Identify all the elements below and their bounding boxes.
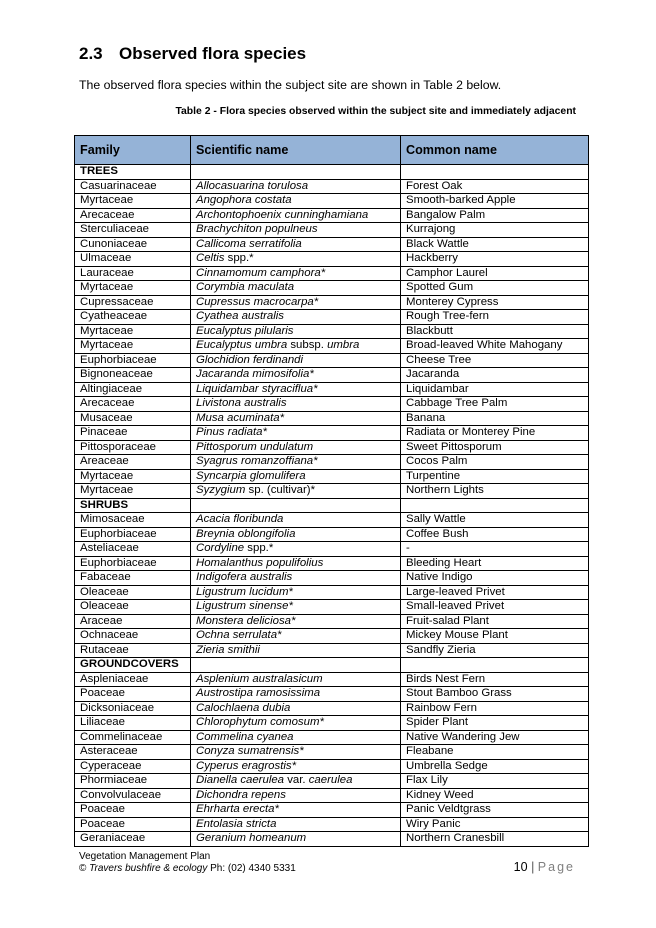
scientific-name-cell — [191, 803, 401, 818]
scientific-name-part: Entolasia stricta — [196, 817, 277, 830]
table-row — [75, 687, 589, 702]
common-name-cell: Rainbow Fern — [401, 701, 589, 716]
common-name-cell: Wiry Panic — [401, 817, 589, 832]
scientific-name-part: Angophora costata — [196, 194, 292, 206]
table-row — [75, 252, 589, 267]
scientific-name-cell — [191, 585, 401, 600]
section-title: Observed flora species — [119, 44, 307, 63]
table-row — [75, 223, 589, 238]
table-row — [75, 295, 589, 310]
table-row — [75, 382, 589, 397]
table-row — [75, 832, 589, 847]
family-cell: Euphorbiaceae — [75, 527, 191, 542]
common-name-cell: Fruit-salad Plant — [401, 614, 589, 629]
scientific-name-part: Glochidion ferdinandi — [196, 353, 304, 366]
page-number: 10 — [513, 860, 528, 874]
scientific-name-part: Homalanthus populifolius — [196, 556, 324, 569]
scientific-name-cell — [191, 295, 401, 310]
family-cell: Musaceae — [75, 411, 191, 426]
footer-company: Travers bushfire & ecology — [89, 863, 208, 874]
family-cell: Euphorbiaceae — [75, 353, 191, 368]
scientific-name-part: Cupressus macrocarpa* — [196, 295, 319, 308]
common-name-cell: Liquidambar — [401, 382, 589, 397]
scientific-name-part: umbra — [327, 339, 360, 351]
family-cell: Aspleniaceae — [75, 672, 191, 687]
scientific-name-part: Callicoma serratifolia — [196, 237, 302, 250]
scientific-name-part: Musa acuminata* — [196, 411, 285, 424]
family-cell: Poaceae — [75, 803, 191, 818]
intro-paragraph: The observed flora species within the subject site are shown in Table 2 below. — [79, 78, 502, 92]
table-row — [75, 194, 589, 209]
scientific-name-part: Ehrharta erecta* — [196, 803, 279, 815]
common-name-cell: Turpentine — [401, 469, 589, 484]
table-row — [75, 353, 589, 368]
scientific-name-cell — [191, 643, 401, 658]
family-cell: Oleaceae — [75, 585, 191, 600]
table-row — [75, 716, 589, 731]
scientific-name-part: Monstera deliciosa* — [196, 614, 296, 627]
scientific-name-part: Eucalyptus umbra — [196, 339, 288, 351]
common-name-cell: Black Wattle — [401, 237, 589, 252]
scientific-name-cell — [191, 484, 401, 499]
section-row — [75, 658, 589, 673]
table-row — [75, 368, 589, 383]
family-cell: Pinaceae — [75, 426, 191, 441]
scientific-name-part: Geranium homeanum — [196, 832, 307, 844]
page-label: Page — [537, 860, 575, 874]
scientific-name-cell — [191, 600, 401, 615]
table-row — [75, 484, 589, 499]
table-row — [75, 585, 589, 600]
common-name-cell: Native Indigo — [401, 571, 589, 586]
scientific-name-part: Brachychiton populneus — [196, 223, 318, 235]
family-cell: Rutaceae — [75, 643, 191, 658]
footer-document-title: Vegetation Management Plan — [79, 851, 211, 862]
scientific-name-cell — [191, 556, 401, 571]
scientific-name-part: Syagrus romanzoffiana* — [196, 455, 318, 467]
common-name-cell: Sandfly Zieria — [401, 643, 589, 658]
scientific-name-part: Celtis — [196, 252, 225, 264]
table-row — [75, 266, 589, 281]
common-name-cell: Northern Cranesbill — [401, 832, 589, 847]
common-name-cell: Birds Nest Fern — [401, 672, 589, 687]
scientific-name-cell — [191, 223, 401, 238]
scientific-name-part: Asplenium australasicum — [196, 672, 323, 685]
page-separator: | — [531, 860, 535, 874]
common-name-cell: Flax Lily — [401, 774, 589, 789]
family-cell: Asteliaceae — [75, 542, 191, 557]
scientific-name-cell — [191, 730, 401, 745]
table-row — [75, 730, 589, 745]
family-cell: Sterculiaceae — [75, 223, 191, 238]
common-name-cell: Smooth-barked Apple — [401, 194, 589, 209]
table-row — [75, 629, 589, 644]
table-row — [75, 817, 589, 832]
common-name-cell: Small-leaved Privet — [401, 600, 589, 615]
family-cell: Cyatheaceae — [75, 310, 191, 325]
scientific-name-part: Cinnamomum camphora* — [196, 266, 326, 279]
family-cell: Casuarinaceae — [75, 179, 191, 194]
scientific-name-part: Dichondra repens — [196, 788, 286, 801]
scientific-name-part: Livistona australis — [196, 397, 287, 409]
scientific-name-cell — [191, 832, 401, 847]
family-cell: Cunoniaceae — [75, 237, 191, 252]
scientific-name-part: caerulea — [308, 774, 353, 786]
empty-cell — [191, 165, 401, 180]
table-row — [75, 556, 589, 571]
common-name-cell: Fleabane — [401, 745, 589, 760]
common-name-cell: Cabbage Tree Palm — [401, 397, 589, 412]
common-name-cell: Sally Wattle — [401, 513, 589, 528]
family-cell: Myrtaceae — [75, 484, 191, 499]
common-name-cell: Stout Bamboo Grass — [401, 687, 589, 702]
table-row — [75, 643, 589, 658]
family-cell: Arecaceae — [75, 208, 191, 223]
common-name-cell: Camphor Laurel — [401, 266, 589, 281]
header-common-name: Common name — [401, 136, 589, 165]
scientific-name-cell — [191, 339, 401, 354]
scientific-name-cell — [191, 672, 401, 687]
scientific-name-cell — [191, 542, 401, 557]
common-name-cell: Monterey Cypress — [401, 295, 589, 310]
scientific-name-part: Jacaranda mimosifolia* — [196, 368, 314, 380]
empty-cell — [191, 498, 401, 513]
family-cell: Myrtaceae — [75, 469, 191, 484]
table-row — [75, 788, 589, 803]
scientific-name-cell — [191, 194, 401, 209]
family-cell: Areaceae — [75, 455, 191, 470]
scientific-name-part: Commelina cyanea — [196, 730, 294, 743]
common-name-cell: Panic Veldtgrass — [401, 803, 589, 818]
scientific-name-part: Liquidambar styraciflua* — [196, 382, 318, 395]
scientific-name-cell — [191, 310, 401, 325]
scientific-name-cell — [191, 629, 401, 644]
scientific-name-part: Cyperus eragrostis* — [196, 759, 297, 772]
common-name-cell: Native Wandering Jew — [401, 730, 589, 745]
flora-species-table — [74, 135, 589, 847]
scientific-name-cell — [191, 353, 401, 368]
family-cell: Myrtaceae — [75, 339, 191, 354]
scientific-name-cell — [191, 252, 401, 267]
scientific-name-part: spp.* — [224, 252, 254, 264]
family-cell: Altingiaceae — [75, 382, 191, 397]
scientific-name-part: Pinus radiata* — [196, 426, 267, 438]
table-row — [75, 672, 589, 687]
table-row — [75, 759, 589, 774]
table-row — [75, 701, 589, 716]
family-cell: Myrtaceae — [75, 194, 191, 209]
table-row — [75, 774, 589, 789]
scientific-name-cell — [191, 571, 401, 586]
scientific-name-part: Chlorophytum comosum* — [196, 716, 324, 728]
scientific-name-part: Corymbia maculata — [196, 281, 295, 293]
scientific-name-part: Ligustrum sinense* — [196, 600, 293, 612]
family-cell: Cyperaceae — [75, 759, 191, 774]
table-row — [75, 179, 589, 194]
scientific-name-cell — [191, 397, 401, 412]
scientific-name-part: Syncarpia glomulifera — [196, 469, 306, 482]
common-name-cell: Mickey Mouse Plant — [401, 629, 589, 644]
section-label: GROUNDCOVERS — [75, 658, 191, 673]
table-header-row — [75, 136, 589, 165]
empty-cell — [191, 658, 401, 673]
scientific-name-cell — [191, 324, 401, 339]
family-cell: Dicksoniaceae — [75, 701, 191, 716]
common-name-cell: Rough Tree-fern — [401, 310, 589, 325]
scientific-name-part: Cordyline — [196, 542, 245, 554]
scientific-name-cell — [191, 513, 401, 528]
table-row — [75, 411, 589, 426]
scientific-name-part: var. — [284, 774, 309, 786]
common-name-cell: Large-leaved Privet — [401, 585, 589, 600]
family-cell: Ochnaceae — [75, 629, 191, 644]
family-cell: Lauraceae — [75, 266, 191, 281]
scientific-name-part: Archontophoenix cunninghamiana — [196, 208, 369, 221]
scientific-name-cell — [191, 745, 401, 760]
scientific-name-part: Breynia oblongifolia — [196, 527, 296, 540]
section-row — [75, 165, 589, 180]
family-cell: Poaceae — [75, 687, 191, 702]
scientific-name-cell — [191, 208, 401, 223]
family-cell: Arecaceae — [75, 397, 191, 412]
scientific-name-cell — [191, 701, 401, 716]
family-cell: Myrtaceae — [75, 324, 191, 339]
common-name-cell: Bangalow Palm — [401, 208, 589, 223]
common-name-cell: Cheese Tree — [401, 353, 589, 368]
table-row — [75, 542, 589, 557]
section-number: 2.3 — [79, 44, 103, 63]
table-row — [75, 614, 589, 629]
family-cell: Geraniaceae — [75, 832, 191, 847]
table-row — [75, 397, 589, 412]
table-row — [75, 281, 589, 296]
family-cell: Poaceae — [75, 817, 191, 832]
header-family: Family — [75, 136, 191, 165]
scientific-name-part: Dianella caerulea — [196, 774, 285, 786]
scientific-name-cell — [191, 774, 401, 789]
family-cell: Mimosaceae — [75, 513, 191, 528]
empty-cell — [401, 165, 589, 180]
table-row — [75, 455, 589, 470]
common-name-cell: Banana — [401, 411, 589, 426]
scientific-name-part: subsp. — [287, 339, 328, 351]
scientific-name-cell — [191, 759, 401, 774]
scientific-name-part: Zieria smithii — [196, 643, 260, 656]
family-cell: Phormiaceae — [75, 774, 191, 789]
common-name-cell: Blackbutt — [401, 324, 589, 339]
table-row — [75, 571, 589, 586]
family-cell: Euphorbiaceae — [75, 556, 191, 571]
family-cell: Liliaceae — [75, 716, 191, 731]
scientific-name-part: Conyza sumatrensis* — [196, 745, 304, 757]
table-row — [75, 339, 589, 354]
common-name-cell: Forest Oak — [401, 179, 589, 194]
family-cell: Convolvulaceae — [75, 788, 191, 803]
table-body — [75, 165, 589, 847]
scientific-name-cell — [191, 614, 401, 629]
scientific-name-part: Allocasuarina torulosa — [196, 179, 309, 192]
family-cell: Pittosporaceae — [75, 440, 191, 455]
common-name-cell: Kidney Weed — [401, 788, 589, 803]
table-row — [75, 527, 589, 542]
scientific-name-part: Cyathea australis — [196, 310, 285, 322]
family-cell: Commelinaceae — [75, 730, 191, 745]
family-cell: Myrtaceae — [75, 281, 191, 296]
common-name-cell: Spider Plant — [401, 716, 589, 731]
scientific-name-part: Ligustrum lucidum* — [196, 585, 293, 598]
table-row — [75, 600, 589, 615]
scientific-name-cell — [191, 527, 401, 542]
footer-copyright — [79, 863, 296, 874]
common-name-cell: Cocos Palm — [401, 455, 589, 470]
footer-phone: Ph: (02) 4340 5331 — [207, 863, 296, 874]
common-name-cell: Kurrajong — [401, 223, 589, 238]
copyright-symbol: © — [79, 863, 87, 874]
common-name-cell: Broad-leaved White Mahogany — [401, 339, 589, 354]
scientific-name-part: Calochlaena dubia — [196, 701, 291, 714]
empty-cell — [401, 498, 589, 513]
family-cell: Cupressaceae — [75, 295, 191, 310]
scientific-name-part: Syzygium — [196, 484, 246, 496]
page-number-block — [514, 860, 575, 874]
scientific-name-cell — [191, 382, 401, 397]
scientific-name-cell — [191, 426, 401, 441]
scientific-name-part: Acacia floribunda — [196, 513, 284, 525]
scientific-name-part: spp.* — [244, 542, 274, 554]
common-name-cell: Hackberry — [401, 252, 589, 267]
table-row — [75, 237, 589, 252]
section-label: TREES — [75, 165, 191, 180]
scientific-name-part: Pittosporum undulatum — [196, 440, 314, 453]
common-name-cell: Umbrella Sedge — [401, 759, 589, 774]
common-name-cell: Bleeding Heart — [401, 556, 589, 571]
scientific-name-cell — [191, 266, 401, 281]
table-caption: Table 2 - Flora species observed within the subject site and immediately adjacent — [175, 106, 576, 117]
scientific-name-cell — [191, 440, 401, 455]
table-row — [75, 208, 589, 223]
scientific-name-cell — [191, 469, 401, 484]
common-name-cell: Jacaranda — [401, 368, 589, 383]
table-row — [75, 324, 589, 339]
scientific-name-cell — [191, 179, 401, 194]
header-scientific-name: Scientific name — [191, 136, 401, 165]
scientific-name-cell — [191, 687, 401, 702]
empty-cell — [401, 658, 589, 673]
scientific-name-part: Ochna serrulata* — [196, 629, 282, 641]
scientific-name-cell — [191, 817, 401, 832]
family-cell: Araceae — [75, 614, 191, 629]
common-name-cell: Coffee Bush — [401, 527, 589, 542]
common-name-cell: Radiata or Monterey Pine — [401, 426, 589, 441]
common-name-cell: - — [401, 542, 589, 557]
family-cell: Asteraceae — [75, 745, 191, 760]
table-row — [75, 803, 589, 818]
common-name-cell: Spotted Gum — [401, 281, 589, 296]
family-cell: Fabaceae — [75, 571, 191, 586]
family-cell: Ulmaceae — [75, 252, 191, 267]
scientific-name-part: Austrostipa ramosissima — [196, 687, 321, 699]
table-row — [75, 440, 589, 455]
table-row — [75, 513, 589, 528]
scientific-name-cell — [191, 788, 401, 803]
scientific-name-cell — [191, 368, 401, 383]
table-row — [75, 310, 589, 325]
section-label: SHRUBS — [75, 498, 191, 513]
scientific-name-part: sp. (cultivar)* — [245, 484, 315, 496]
scientific-name-part: Indigofera australis — [196, 571, 293, 583]
scientific-name-cell — [191, 411, 401, 426]
common-name-cell: Northern Lights — [401, 484, 589, 499]
table-row — [75, 469, 589, 484]
common-name-cell: Sweet Pittosporum — [401, 440, 589, 455]
table-row — [75, 745, 589, 760]
family-cell: Bignoneaceae — [75, 368, 191, 383]
scientific-name-cell — [191, 716, 401, 731]
table-row — [75, 426, 589, 441]
scientific-name-cell — [191, 455, 401, 470]
section-row — [75, 498, 589, 513]
scientific-name-cell — [191, 281, 401, 296]
family-cell: Oleaceae — [75, 600, 191, 615]
section-heading — [79, 44, 306, 64]
scientific-name-cell — [191, 237, 401, 252]
scientific-name-part: Eucalyptus pilularis — [196, 324, 294, 337]
